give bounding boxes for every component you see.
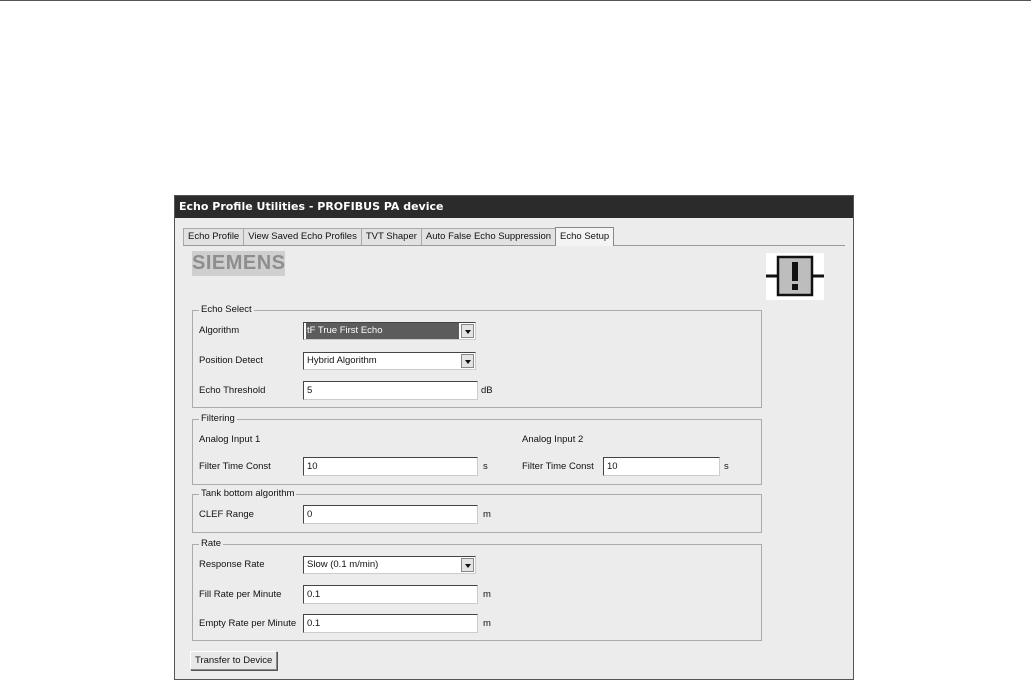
filter-time-const-1-unit: s [483,461,488,472]
tab-echo-setup[interactable]: Echo Setup [555,227,614,246]
filter-time-const-1-label: Filter Time Const [199,461,271,472]
chevron-down-icon[interactable] [461,324,474,338]
rate-legend: Rate [201,538,222,549]
response-rate-value: Slow (0.1 m/min) [307,559,379,570]
tab-echo-profile[interactable]: Echo Profile [183,228,244,245]
tab-view-saved-echo-profiles[interactable]: View Saved Echo Profiles [243,228,362,245]
algorithm-select[interactable] [303,322,476,340]
window-title: Echo Profile Utilities - PROFIBUS PA device [175,196,853,218]
tab-bar [183,227,845,246]
response-rate-label: Response Rate [199,559,265,570]
filtering-group [192,413,762,485]
algorithm-label: Algorithm [199,325,240,336]
analog-input-1-label: Analog Input 1 [199,434,261,445]
fill-rate-label: Fill Rate per Minute [199,589,282,600]
siemens-logo: SIEMENS [192,252,286,274]
tab-tvt-shaper[interactable]: TVT Shaper [361,228,422,245]
rate-group [192,538,762,641]
response-rate-select[interactable] [303,556,476,574]
echo-select-group [192,304,762,408]
filter-time-const-2-unit: s [724,461,729,472]
tab-auto-false-echo-suppression[interactable]: Auto False Echo Suppression [421,228,556,245]
filter-time-const-1-field[interactable]: 10 [303,457,478,476]
echo-profile-utilities-window [174,195,854,680]
chevron-down-icon[interactable] [461,558,474,572]
echo-threshold-label: Echo Threshold [199,385,266,396]
transfer-to-device-button[interactable]: Transfer to Device [190,651,277,670]
position-detect-select[interactable] [303,352,476,370]
fill-rate-unit: m [483,589,491,600]
echo-threshold-field[interactable]: 5 [303,381,478,400]
tank-bottom-legend: Tank bottom algorithm [201,488,295,499]
algorithm-value: tF True First Echo [306,323,459,339]
tank-bottom-group [192,488,762,533]
chevron-down-icon[interactable] [461,354,474,368]
filter-time-const-2-label: Filter Time Const [522,461,594,472]
filtering-legend: Filtering [201,413,235,424]
position-detect-label: Position Detect [199,355,263,366]
filter-time-const-2-field[interactable]: 10 [603,457,720,476]
empty-rate-field[interactable]: 0.1 [303,614,478,633]
empty-rate-label: Empty Rate per Minute [199,618,297,629]
clef-range-label: CLEF Range [199,509,254,520]
clef-range-unit: m [483,509,491,520]
fill-rate-field[interactable]: 0.1 [303,585,478,604]
analog-input-2-label: Analog Input 2 [522,434,584,445]
position-detect-value: Hybrid Algorithm [307,355,377,366]
echo-threshold-unit: dB [481,385,493,396]
warning-exclamation-icon [766,253,824,300]
echo-select-legend: Echo Select [201,304,252,315]
empty-rate-unit: m [483,618,491,629]
page-top-rule [0,0,1031,1]
clef-range-field[interactable]: 0 [303,505,478,524]
